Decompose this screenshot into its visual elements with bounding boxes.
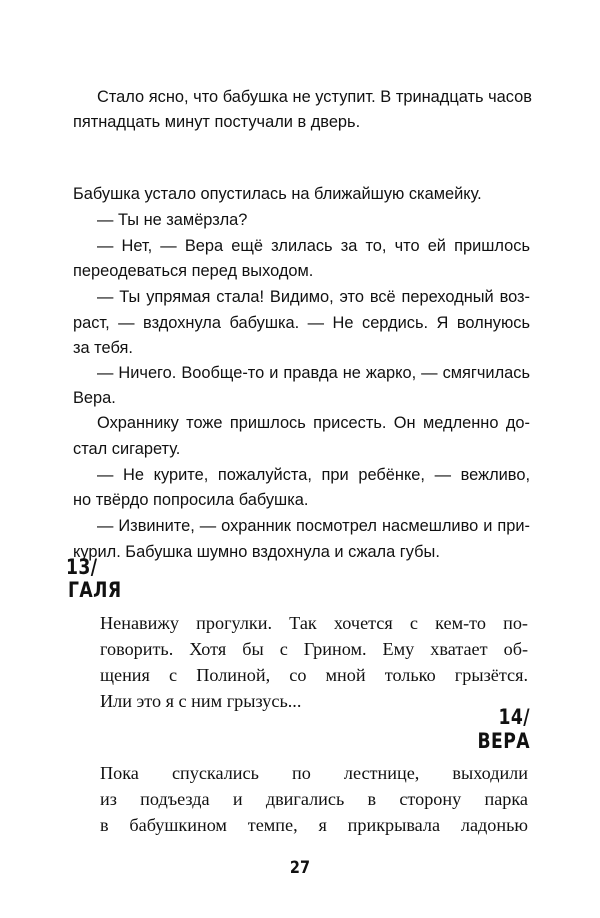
page-number: 27: [289, 858, 311, 878]
scene-line: курил. Бабушка шумно вздохнула и сжала губы.: [73, 543, 440, 561]
scene-line: раст, — вздохнула бабушка. — Не сердись. Я волнуюсь: [73, 314, 530, 332]
scene-line: — Ты не замёрзла?: [97, 211, 248, 229]
chapter-line: Или это я с ним грызусь...: [100, 691, 302, 711]
chapter-number: 14/: [498, 705, 530, 729]
scene-line: Охраннику тоже пришлось присесть. Он медленно до-: [97, 414, 530, 432]
scene-line: — Ты упрямая стала! Видимо, это всё переходный воз-: [97, 288, 530, 306]
scene-line: переодеваться перед выходом.: [73, 262, 314, 280]
scene-line: стал сигарету.: [73, 440, 181, 458]
chapter-line: в бабушкином темпе, я прикрывала ладонью: [100, 815, 528, 835]
chapter-title: ГАЛЯ: [68, 578, 122, 602]
chapter-line: Ненавижу прогулки. Так хочется с кем-то по-: [100, 613, 528, 633]
chapter-line: говорить. Хотя бы с Грином. Ему хватает об-: [100, 639, 528, 659]
scene-line: за тебя.: [73, 339, 133, 357]
intro-line: пятнадцать минут постучали в дверь.: [73, 113, 361, 131]
scene-line: — Нет, — Вера ещё злилась за то, что ей пришлось: [97, 237, 530, 255]
chapter-title: ВЕРА: [477, 729, 530, 753]
chapter-number: 13/: [66, 555, 98, 579]
scene-line: Бабушка устало опустилась на ближайшую скамейку.: [73, 185, 482, 203]
chapter-line: щения с Полиной, со мной только грызётся.: [100, 665, 528, 685]
chapter-line: из подъезда и двигались в сторону парка: [100, 789, 528, 809]
scene-line: Вера.: [73, 389, 116, 407]
scene-line: но твёрдо попросила бабушка.: [73, 491, 309, 509]
scene-line: — Извините, — охранник посмотрел насмешливо и при-: [97, 517, 530, 535]
intro-line: Стало ясно, что бабушка не уступит. В тринадцать часов: [97, 88, 532, 106]
scene-line: — Ничего. Вообще-то и правда не жарко, — смягчилась: [97, 364, 530, 382]
scene-line: — Не курите, пожалуйста, при ребёнке, — вежливо,: [97, 466, 530, 484]
chapter-line: Пока спускались по лестнице, выходили: [100, 763, 528, 783]
